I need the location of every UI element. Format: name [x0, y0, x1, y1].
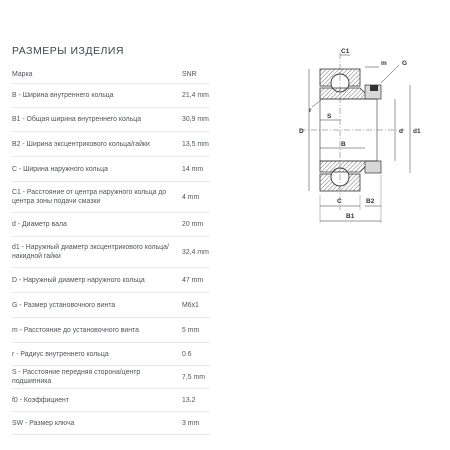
- row-label: r - Радиус внутреннего кольца: [12, 350, 109, 358]
- row-value: 13,5 mm: [182, 140, 209, 148]
- row-value: 20 mm: [182, 221, 204, 228]
- table-row: [12, 237, 210, 268]
- table-row: [12, 412, 210, 435]
- row-value: 7,5 mm: [182, 373, 205, 381]
- row-label: B - Ширина внутреннего кольца: [12, 92, 114, 99]
- specs-table: [12, 66, 210, 435]
- table-row: [12, 132, 210, 157]
- row-label: D - Наружный диаметр наружного кольца: [12, 276, 145, 284]
- table-row: [12, 268, 210, 293]
- row-value: 14 mm: [182, 165, 204, 173]
- label-d: d: [399, 128, 403, 135]
- table-row: [12, 343, 210, 366]
- row-label: G - Размер установочного винта: [12, 301, 116, 309]
- label-g: G: [402, 60, 408, 67]
- set-screw: [370, 85, 378, 91]
- label-b2: B2: [366, 198, 375, 205]
- label-big-d: D: [299, 128, 304, 135]
- table-row: [12, 389, 210, 412]
- label-c: C: [337, 198, 342, 205]
- g-leader: [381, 65, 399, 83]
- row-label: f0 - Коэффициент: [12, 396, 70, 404]
- table-row: [12, 182, 210, 213]
- table-row: [12, 318, 210, 343]
- row-label: d1 - Наружный диаметр эксцентрикового кольца/накидной гайки: [12, 244, 169, 260]
- row-label: m - Расстояние до установочного винта: [12, 326, 139, 334]
- table-row: [12, 108, 210, 132]
- row-value: 0.6: [182, 350, 192, 358]
- row-value: 3 mm: [182, 419, 200, 427]
- bearing-diagram: [295, 45, 450, 230]
- label-s: S: [327, 113, 332, 120]
- row-label: S - Расстояние передняя сторона/центр подшипника: [12, 369, 141, 385]
- row-value: 21,4 mm: [182, 92, 209, 99]
- row-value: M6x1: [182, 301, 199, 309]
- table-row: [12, 366, 210, 389]
- label-b1: B1: [346, 213, 355, 220]
- row-value: 30,9 mm: [182, 116, 209, 123]
- table-row: [12, 293, 210, 318]
- table-row: [12, 66, 210, 84]
- label-c1: C1: [341, 48, 350, 55]
- label-r: r: [309, 107, 312, 114]
- label-d1: d1: [413, 128, 421, 135]
- row-value: 4 mm: [182, 193, 200, 201]
- row-label: B2 - Ширина эксцентрикового кольца/гайки: [12, 140, 150, 148]
- row-label: B1 - Общая ширина внутреннего кольца: [12, 116, 142, 123]
- eccentric-collar-bottom: [365, 161, 381, 173]
- label-b: B: [341, 141, 346, 148]
- row-value: 5 mm: [182, 326, 200, 334]
- row-label: Марка: [12, 71, 33, 78]
- row-value: 47 mm: [182, 276, 204, 284]
- row-label: C - Ширина наружного кольца: [12, 165, 108, 173]
- r-leader: [312, 100, 321, 107]
- table-row: [12, 84, 210, 108]
- row-label: d - Диаметр вала: [12, 221, 67, 228]
- label-m: m: [381, 60, 387, 67]
- row-label: SW - Размер ключа: [12, 419, 75, 427]
- section-title: РАЗМЕРЫ ИЗДЕЛИЯ: [12, 45, 125, 57]
- table-row: [12, 213, 210, 237]
- row-label: C1 - Расстояние от центра наружного кольца до центра зоны подачи смазки: [12, 189, 167, 205]
- table-row: [12, 157, 210, 182]
- row-value: 13.2: [182, 396, 196, 404]
- row-value: 32,4 mm: [182, 248, 209, 256]
- row-value: SNR: [182, 71, 197, 78]
